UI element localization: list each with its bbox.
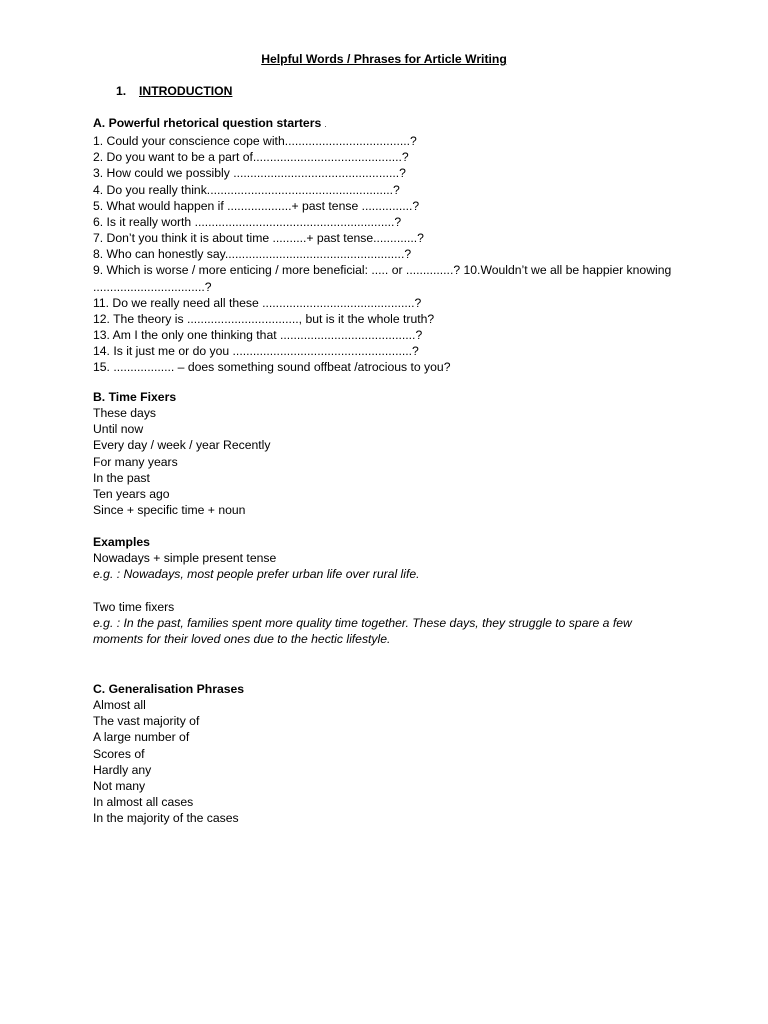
question-item-11: 11. Do we really need all these .............................................? bbox=[93, 295, 422, 310]
question-item-13: 13. Am I the only one thinking that ........................................? bbox=[93, 328, 423, 343]
examples-section-2 bbox=[93, 599, 683, 647]
question-item-15: 15. .................. – does something sound offbeat /atrocious to you? bbox=[93, 360, 451, 375]
generalisation-item: Hardly any bbox=[93, 762, 152, 777]
question-item-12: 12. The theory is ................................., but is it the whole truth? bbox=[93, 311, 435, 326]
generalisation-item: In the majority of the cases bbox=[93, 811, 239, 826]
time-fixer-item: Until now bbox=[93, 422, 144, 437]
generalisation-section bbox=[93, 681, 683, 826]
question-item-9: 9. Which is worse / more enticing / more beneficial: ..... or ..............? 10.Wouldn’t we all be happier knowing .................................? bbox=[93, 263, 675, 294]
question-item-14: 14. Is it just me or do you .....................................................? bbox=[93, 344, 419, 359]
question-item-6: 6. Is it really worth ...........................................................? bbox=[93, 214, 402, 229]
example-rule-1: Nowadays + simple present tense bbox=[93, 551, 277, 566]
example-sentence-1: e.g. : Nowadays, most people prefer urban life over rural life. bbox=[93, 567, 420, 582]
example-rule-2: Two time fixers bbox=[93, 600, 175, 614]
question-item-7: 7. Don’t you think it is about time ..........+ past tense.............? bbox=[93, 231, 424, 246]
question-item-5: 5. What would happen if ...................+ past tense ...............? bbox=[93, 198, 420, 213]
rhetorical-questions-heading-text: A. Powerful rhetorical question starters bbox=[93, 116, 322, 130]
rhetorical-questions-heading bbox=[93, 115, 683, 133]
time-fixer-item: In the past bbox=[93, 470, 150, 485]
section-title: INTRODUCTION bbox=[139, 84, 233, 98]
question-item-4: 4. Do you really think.......................................................? bbox=[93, 182, 400, 197]
examples-section bbox=[93, 534, 683, 582]
question-item-1: 1. Could your conscience cope with.....................................? bbox=[93, 134, 417, 149]
generalisation-item: A large number of bbox=[93, 730, 190, 745]
heading-mark: . bbox=[324, 120, 327, 129]
generalisation-item: Not many bbox=[93, 778, 146, 793]
time-fixers-section bbox=[93, 389, 683, 518]
question-item-2: 2. Do you want to be a part of............................................? bbox=[93, 150, 409, 165]
question-item-8: 8. Who can honestly say.....................................................? bbox=[93, 247, 412, 262]
rhetorical-questions-section bbox=[93, 115, 683, 376]
time-fixer-item: For many years bbox=[93, 454, 178, 469]
generalisation-item: The vast majority of bbox=[93, 714, 200, 729]
document-title: Helpful Words / Phrases for Article Writing bbox=[261, 52, 507, 66]
time-fixers-heading: B. Time Fixers bbox=[93, 390, 177, 404]
examples-heading: Examples bbox=[93, 535, 150, 549]
generalisation-item: Almost all bbox=[93, 698, 146, 713]
example-sentence-2: e.g. : In the past, families spent more quality time together. These days, they struggle to spare a few moments for their loved ones due to the hectic lifestyle. bbox=[93, 616, 636, 647]
section-number: 1. bbox=[116, 84, 127, 98]
generalisation-item: In almost all cases bbox=[93, 795, 194, 810]
generalisation-item: Scores of bbox=[93, 746, 145, 761]
time-fixer-item: These days bbox=[93, 406, 157, 421]
time-fixer-item: Since + specific time + noun bbox=[93, 503, 246, 518]
section-heading bbox=[116, 83, 232, 99]
time-fixer-item: Ten years ago bbox=[93, 486, 170, 501]
question-item-3: 3. How could we possibly .................................................? bbox=[93, 166, 406, 181]
generalisation-heading: C. Generalisation Phrases bbox=[93, 682, 245, 696]
time-fixer-item: Every day / week / year Recently bbox=[93, 438, 271, 453]
